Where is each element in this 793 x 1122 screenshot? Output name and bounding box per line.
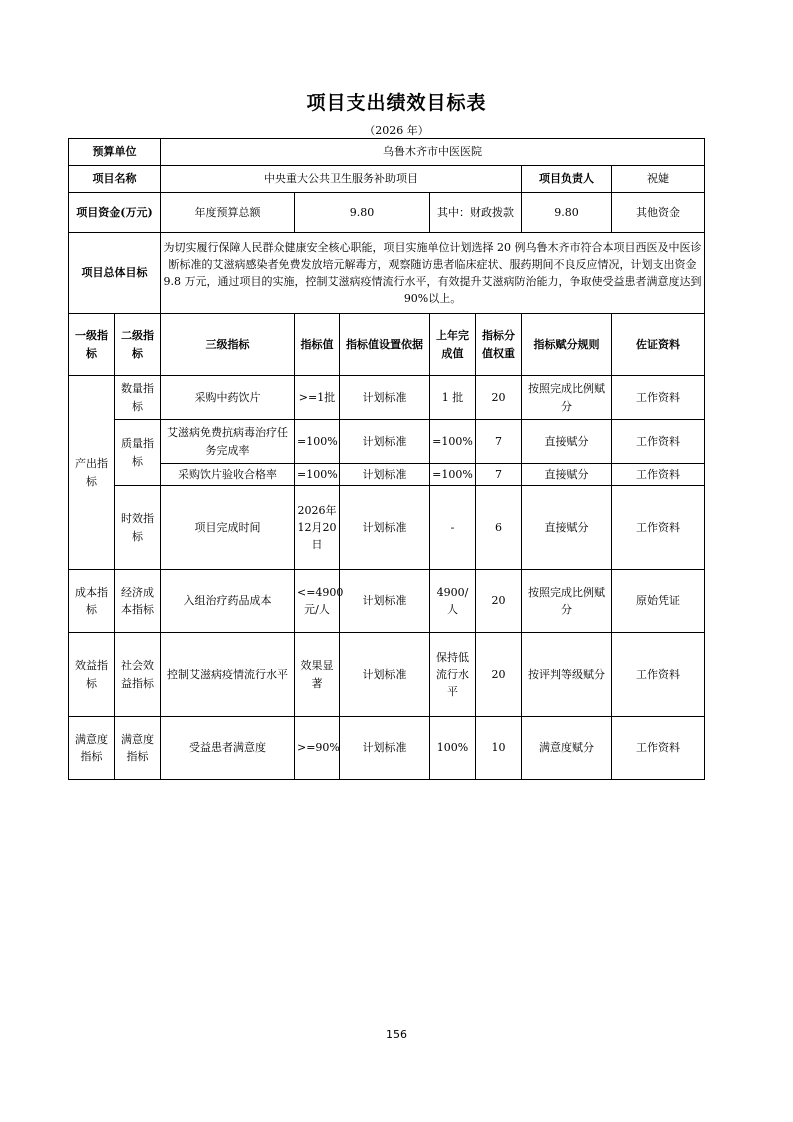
fiscal-funds-value: 9.80 bbox=[522, 193, 612, 233]
indicator-value: =100% bbox=[295, 420, 340, 464]
indicator-evidence: 工作资料 bbox=[612, 420, 705, 464]
overall-goal-label: 项目总体目标 bbox=[69, 233, 161, 314]
indicator-rule: 直接赋分 bbox=[522, 464, 612, 486]
table-row bbox=[69, 420, 705, 464]
indicator-name: 艾滋病免费抗病毒治疗任务完成率 bbox=[161, 420, 295, 464]
group-satisfaction-sub: 满意度指标 bbox=[115, 717, 161, 780]
row-headers bbox=[69, 314, 705, 376]
indicator-basis: 计划标准 bbox=[340, 633, 430, 717]
row-project-name bbox=[69, 166, 705, 193]
indicator-last-year: 保持低流行水平 bbox=[430, 633, 476, 717]
indicator-name: 采购饮片验收合格率 bbox=[161, 464, 295, 486]
table-row bbox=[69, 633, 705, 717]
indicator-rule: 按照完成比例赋分 bbox=[522, 376, 612, 420]
indicator-basis: 计划标准 bbox=[340, 420, 430, 464]
group-quality: 质量指标 bbox=[115, 420, 161, 486]
project-name-label: 项目名称 bbox=[69, 166, 161, 193]
group-timeliness: 时效指标 bbox=[115, 486, 161, 570]
indicator-rule: 直接赋分 bbox=[522, 486, 612, 570]
fiscal-funds-label: 其中：财政拨款 bbox=[430, 193, 522, 233]
indicator-last-year: - bbox=[430, 486, 476, 570]
indicator-evidence: 工作资料 bbox=[612, 717, 705, 780]
row-budget-unit bbox=[69, 139, 705, 166]
indicator-basis: 计划标准 bbox=[340, 376, 430, 420]
indicator-last-year: 1 批 bbox=[430, 376, 476, 420]
indicator-last-year: 4900/人 bbox=[430, 570, 476, 633]
row-overall-goal bbox=[69, 233, 705, 314]
indicator-basis: 计划标准 bbox=[340, 464, 430, 486]
other-funds-label: 其他资金 bbox=[612, 193, 705, 233]
indicator-value: 效果显著 bbox=[295, 633, 340, 717]
indicator-basis: 计划标准 bbox=[340, 717, 430, 780]
overall-goal-text: 为切实履行保障人民群众健康安全核心职能，项目实施单位计划选择 20 例乌鲁木齐市符合本项目西医及中医诊断标准的艾滋病感染者免费发放培元解毒方，观察随访患者临床症状、服药期间不良反应情况，计划支出资金 9.8 万元，通过项目的实施，控制艾滋病疫情流行水平，有效提升艾滋病防治能力，争取使受益患者满意度达到 90%以上。 bbox=[161, 233, 705, 314]
indicator-weight: 6 bbox=[476, 486, 522, 570]
indicator-rule: 按评判等级赋分 bbox=[522, 633, 612, 717]
page-title: 项目支出绩效目标表 bbox=[306, 92, 487, 114]
group-output: 产出指标 bbox=[69, 376, 115, 570]
indicator-weight: 10 bbox=[476, 717, 522, 780]
table-row bbox=[69, 376, 705, 420]
annual-budget-label: 年度预算总额 bbox=[161, 193, 295, 233]
indicator-name: 受益患者满意度 bbox=[161, 717, 295, 780]
year-label: （2026 年） bbox=[364, 124, 429, 137]
indicator-value: 2026年12月20日 bbox=[295, 486, 340, 570]
header-value: 指标值 bbox=[295, 314, 340, 376]
indicator-basis: 计划标准 bbox=[340, 486, 430, 570]
indicator-last-year: =100% bbox=[430, 464, 476, 486]
indicator-value: >=1批 bbox=[295, 376, 340, 420]
indicator-weight: 20 bbox=[476, 570, 522, 633]
indicator-value: <=4900元/人 bbox=[295, 570, 340, 633]
indicator-evidence: 工作资料 bbox=[612, 376, 705, 420]
annual-budget-value: 9.80 bbox=[295, 193, 430, 233]
group-cost: 成本指标 bbox=[69, 570, 115, 633]
project-leader-value: 祝婕 bbox=[612, 166, 705, 193]
indicator-name: 控制艾滋病疫情流行水平 bbox=[161, 633, 295, 717]
table-row bbox=[69, 486, 705, 570]
table-row bbox=[69, 717, 705, 780]
indicator-weight: 20 bbox=[476, 633, 522, 717]
indicator-evidence: 工作资料 bbox=[612, 633, 705, 717]
group-satisfaction: 满意度指标 bbox=[69, 717, 115, 780]
indicator-basis: 计划标准 bbox=[340, 570, 430, 633]
header-evidence: 佐证资料 bbox=[612, 314, 705, 376]
indicator-name: 项目完成时间 bbox=[161, 486, 295, 570]
header-level2: 二级指标 bbox=[115, 314, 161, 376]
project-name-value: 中央重大公共卫生服务补助项目 bbox=[161, 166, 522, 193]
project-leader-label: 项目负责人 bbox=[522, 166, 612, 193]
indicator-value: >=90% bbox=[295, 717, 340, 780]
indicator-name: 入组治疗药品成本 bbox=[161, 570, 295, 633]
indicator-evidence: 工作资料 bbox=[612, 486, 705, 570]
header-weight: 指标分值权重 bbox=[476, 314, 522, 376]
table-row bbox=[69, 464, 705, 486]
indicator-weight: 20 bbox=[476, 376, 522, 420]
budget-unit-value: 乌鲁木齐市中医医院 bbox=[161, 139, 705, 166]
funds-label: 项目资金(万元) bbox=[69, 193, 161, 233]
indicator-weight: 7 bbox=[476, 420, 522, 464]
indicator-name: 采购中药饮片 bbox=[161, 376, 295, 420]
indicator-rule: 直接赋分 bbox=[522, 420, 612, 464]
group-economic-cost: 经济成本指标 bbox=[115, 570, 161, 633]
indicator-last-year: 100% bbox=[430, 717, 476, 780]
header-level1: 一级指标 bbox=[69, 314, 115, 376]
page-number: 156 bbox=[386, 1028, 407, 1041]
row-funds bbox=[69, 193, 705, 233]
table-row bbox=[69, 570, 705, 633]
indicator-evidence: 原始凭证 bbox=[612, 570, 705, 633]
group-quantity: 数量指标 bbox=[115, 376, 161, 420]
header-basis: 指标值设置依据 bbox=[340, 314, 430, 376]
indicator-last-year: =100% bbox=[430, 420, 476, 464]
indicator-evidence: 工作资料 bbox=[612, 464, 705, 486]
performance-table bbox=[68, 138, 705, 780]
indicator-value: =100% bbox=[295, 464, 340, 486]
group-social-benefit: 社会效益指标 bbox=[115, 633, 161, 717]
header-last-year: 上年完成值 bbox=[430, 314, 476, 376]
indicator-weight: 7 bbox=[476, 464, 522, 486]
budget-unit-label: 预算单位 bbox=[69, 139, 161, 166]
header-rule: 指标赋分规则 bbox=[522, 314, 612, 376]
header-level3: 三级指标 bbox=[161, 314, 295, 376]
indicator-rule: 满意度赋分 bbox=[522, 717, 612, 780]
indicator-rule: 按照完成比例赋分 bbox=[522, 570, 612, 633]
group-benefit: 效益指标 bbox=[69, 633, 115, 717]
